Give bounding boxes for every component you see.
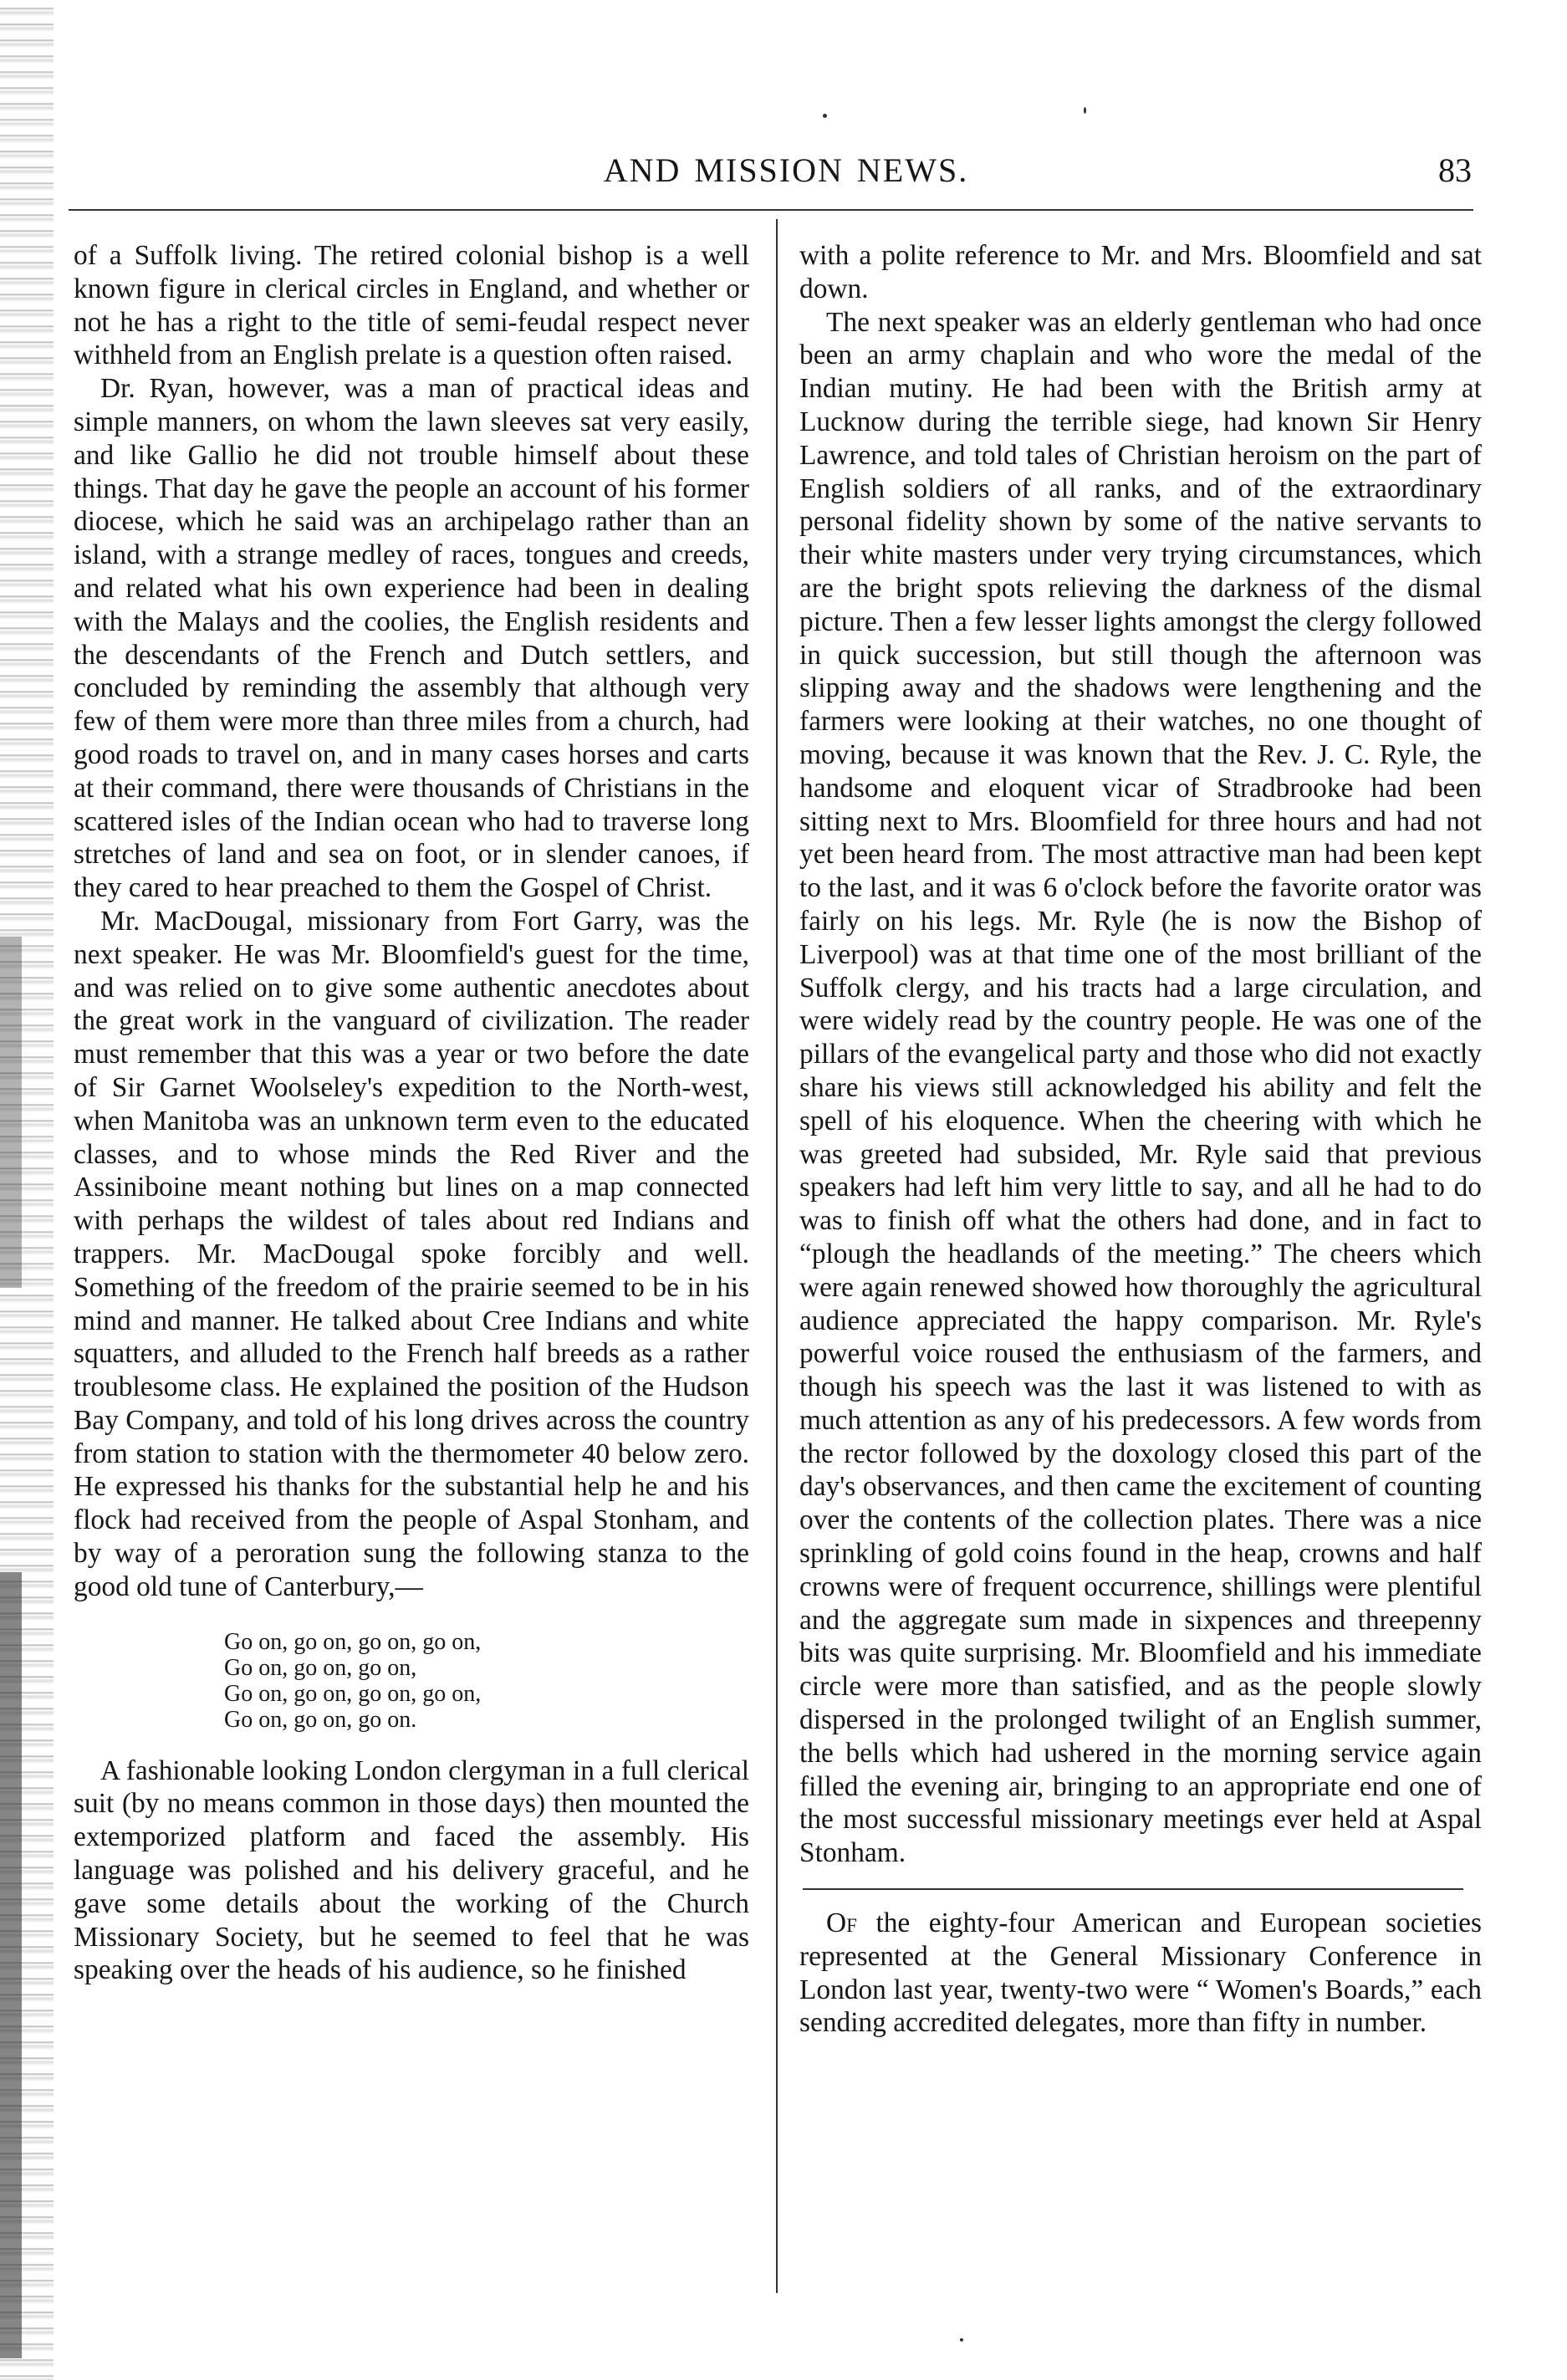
left-column: [74, 239, 749, 1987]
paragraph: A fashionable looking London clergyman in a full clerical suit (by no means common in those days) then mounted the extemporized platform and faced the assembly. His language was polished and his delivery graceful, and he gave some details about the working of the Church Missionary Society, but he seemed to feel that he was speaking over the heads of his audience, so he finished: [74, 1754, 749, 1986]
paragraph: The next speaker was an elderly gentleman who had once been an army chaplain and who wore the medal of the Indian mutiny. He had been with the British army at Lucknow during the terrible siege, had known Sir Henry Lawrence, and told tales of Christian heroism on the part of English soldiers of all ranks, and of the extraordinary personal fidelity shown by some of the native servants to their white masters under very trying circumstances, which are the bright spots relieving the darkness of the dismal picture. Then a few lesser lights amongst the clergy followed in quick succession, but still though the afternoon was slipping away and the shadows were lengthening and the farmers were looking at their watches, no one thought of moving, because it was known that the Rev. J. C. Ryle, the handsome and eloquent vicar of Stradbrooke had been sitting next to Mrs. Bloomfield for three hours and had not yet been heard from. The most attractive man had been kept to the last, and it was 6 o'clock before the favorite orator was fairly on his legs. Mr. Ryle (he is now the Bishop of Liverpool) was at that time one of the most brilliant of the Suffolk clergy, and his tracts had a large circulation, and were widely read by the country people. He was one of the pillars of the evangelical party and those who did not exactly share his views still acknowledged his ability and felt the spell of his eloquence. When the cheering with which he was greeted had subsided, Mr. Ryle said that previous speakers had left him very little to say, and all he had to do was to finish off what the others had done, and in fact to “plough the headlands of the meeting.” The cheers which were again renewed showed how thoroughly the agricultural audience appreciated the happy comparison. Mr. Ryle's powerful voice roused the enthusiasm of the farmers, and though his speech was the last it was listened to with as much attention as any of his predecessors. A few words from the rector followed by the doxology closed this part of the day's observances, and then came the excitement of counting over the contents of the collection plates. There was a nice sprinkling of gold coins found in the heap, crowns and half crowns were of frequent occurrence, shillings were plentiful and the aggregate sum made in sixpences and threepenny bits was quite surprising. Mr. Bloomfield and his immediate circle were more than satisfied, and as the people slowly dispersed in the prolonged twilight of an English summer, the bells which had ushered in the morning service again filled the evening air, bringing to an appropriate end one of the most successful missionary meetings ever held at Aspal Stonham.: [799, 306, 1482, 1869]
paragraph: of a Suffolk living. The retired colonial bishop is a well known figure in clerical circles in England, and whether or not he has a right to the title of semi-feudal respect never withheld from an English prelate is a question often raised.: [74, 240, 749, 371]
news-note: [799, 1907, 1482, 2040]
print-speck: [823, 114, 827, 118]
note-text: the eighty-four American and European societies represented at the General Missionary Conference in London last year, twenty-two were “ Women's Boards,” each sending accredited delegates, more than fifty in number.: [799, 1908, 1482, 2039]
hymn-stanza: [224, 1629, 749, 1733]
binding-shadow-upper: [0, 937, 22, 1288]
verse-line: Go on, go on, go on, go on,: [224, 1680, 482, 1707]
note-lead-word: Of: [826, 1908, 857, 1939]
column-divider: [776, 219, 778, 2293]
verse-line: Go on, go on, go on, go on,: [224, 1628, 482, 1655]
page-header: [100, 151, 1472, 201]
page-number: 83: [1438, 151, 1472, 189]
verse-line: Go on, go on, go on.: [224, 1706, 417, 1733]
print-speck: [960, 2338, 963, 2342]
right-column: [799, 239, 1482, 2040]
verse-line: Go on, go on, go on,: [224, 1654, 417, 1681]
paragraph: Mr. MacDougal, missionary from Fort Garry, was the next speaker. He was Mr. Bloomfield's guest for the time, and was relied on to give some authentic anecdotes about the great work in the vanguard of civilization. The reader must remember that this was a year or two before the date of Sir Garnet Woolseley's expedition to the North-west, when Manitoba was an unknown term even to the educated classes, and to whose minds the Red River and the Assiniboine meant nothing but lines on a map connected with perhaps the wildest of tales about red Indians and trappers. Mr. MacDougal spoke forcibly and well. Something of the freedom of the prairie seemed to be in his mind and manner. He talked about Cree Indians and white squatters, and alluded to the French half breeds as a rather troublesome class. He explained the position of the Hudson Bay Company, and told of his long drives across the country from station to station with the thermometer 40 below zero. He expressed his thanks for the substantial help he and his flock had received from the people of Aspal Stonham, and by way of a peroration sung the following stanza to the good old tune of Canterbury,—: [74, 905, 749, 1602]
running-head: AND MISSION NEWS.: [603, 151, 969, 189]
binding-shadow-lower: [0, 1572, 22, 2358]
section-rule: [803, 1888, 1463, 1890]
paragraph: with a polite reference to Mr. and Mrs. Bloomfield and sat down.: [799, 240, 1482, 304]
paragraph: Dr. Ryan, however, was a man of practical ideas and simple manners, on whom the lawn sleeves sat very easily, and like Gallio he did not trouble himself about these things. That day he gave the people an account of his former diocese, which he said was an archipelago rather than an island, with a strange medley of races, tongues and creeds, and related what his own experience had been in dealing with the Malays and the coolies, the English residents and the descendants of the French and Dutch settlers, and concluded by reminding the assembly that although very few of them were more than three miles from a church, had good roads to travel on, and in many cases horses and carts at their command, there were thousands of Christians in the scattered isles of the Indian ocean who had to traverse long stretches of land and sea on foot, or in slender canoes, if they cared to hear preached to them the Gospel of Christ.: [74, 373, 749, 904]
print-speck: [1084, 107, 1086, 114]
header-rule: [69, 209, 1473, 211]
